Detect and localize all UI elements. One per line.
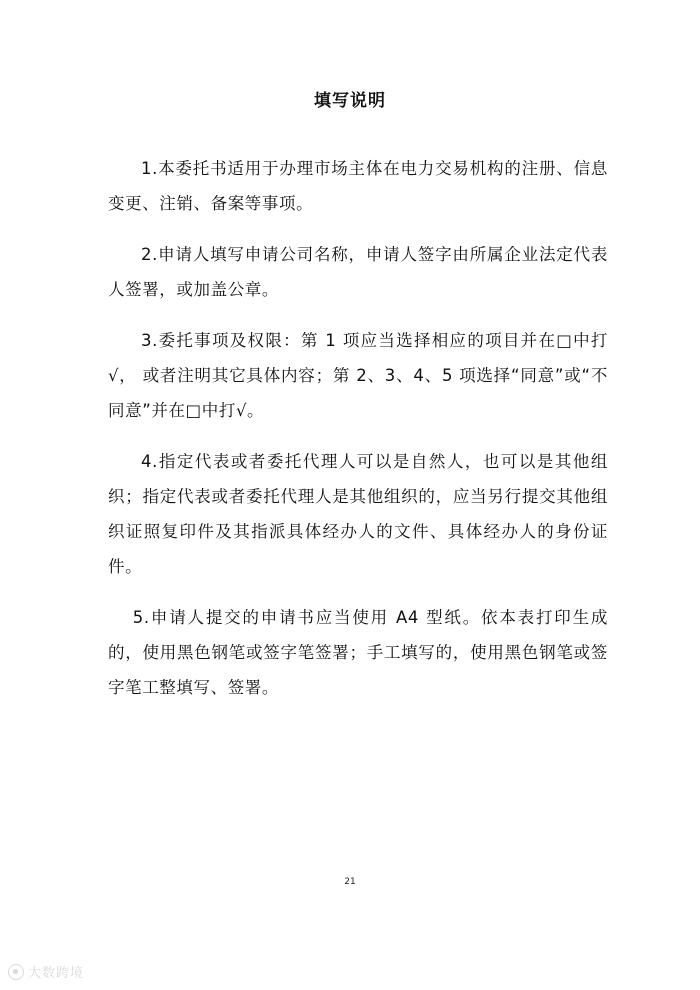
instruction-paragraph-5: 5.申请人提交的申请书应当使用 A4 型纸。依本表打印生成的，使用黑色钢笔或签字笔签署；手工填写的，使用黑色钢笔或签字笔工整填写、签署。 [108, 608, 608, 697]
page-title: 填写说明 [314, 91, 386, 111]
instruction-paragraph-2: 2.申请人填写申请公司名称，申请人签字由所属企业法定代表人签署，或加盖公章。 [108, 245, 608, 299]
watermark [8, 962, 84, 981]
instruction-paragraph-4: 4.指定代表或者委托代理人可以是自然人，也可以是其他组织；指定代表或者委托代理人是其他组织的，应当另行提交其他组织证照复印件及其指派具体经办人的文件、具体经办人的身份证件。 [108, 452, 608, 576]
watermark-text: 大数跨境 [28, 966, 85, 981]
instructions-body [108, 151, 608, 721]
watermark-logo-icon [8, 964, 24, 980]
page-number: 21 [344, 877, 356, 887]
instruction-paragraph-3: 3.委托事项及权限：第 1 项应当选择相应的项目并在□中打√， 或者注明其它具体内容；第 2、3、4、5 项选择“同意”或“不同意”并在□中打√。 [108, 331, 608, 420]
instruction-paragraph-1: 1.本委托书适用于办理市场主体在电力交易机构的注册、信息变更、注销、备案等事项。 [108, 159, 608, 213]
